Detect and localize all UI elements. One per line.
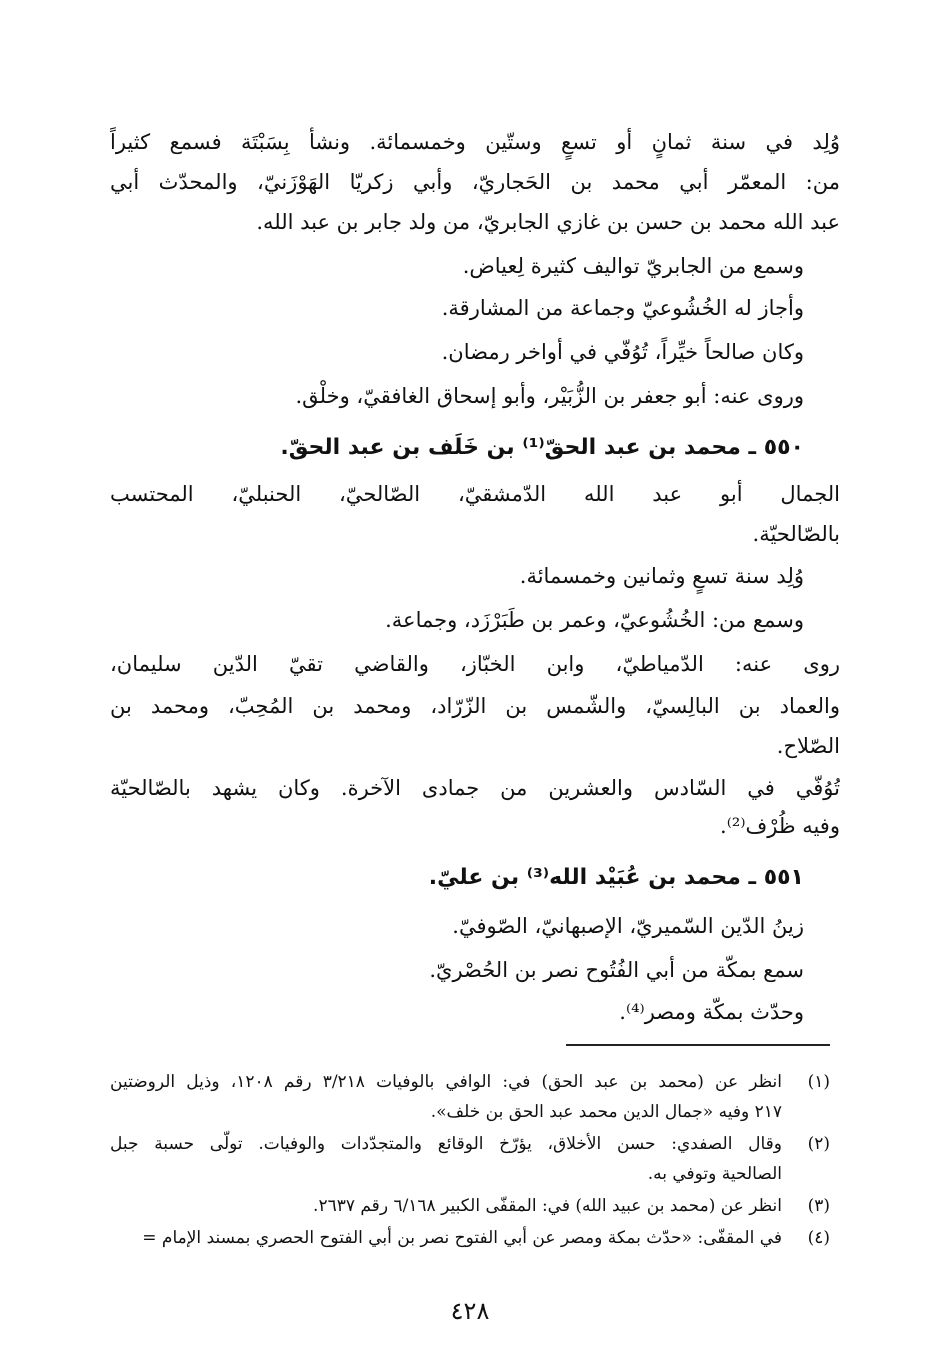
footnote-line: انظر عن (محمد بن عبد الحق) في: الوافي بالوفيات ٣/٢١٨ رقم ١٢٠٨، وذيل الروضتين	[110, 1072, 782, 1092]
text-line: بالصّالحيّة.	[752, 522, 840, 546]
footnote-line: انظر عن (محمد بن عبيد الله) في: المقفّى الكبير ٦/١٦٨ رقم ٢٦٣٧.	[313, 1196, 782, 1216]
text-line: وروى عنه: أبو جعفر بن الزُّبَيْر، وأبو إسحاق الغافقيّ، وخلْق.	[295, 384, 804, 408]
text-line: وُلِد في سنة ثمانٍ أو تسعٍ وستّين وخمسمائة. ونشأ بِسَبْتَة فسمع كثيراً	[110, 130, 840, 154]
footnote-line: ٢١٧ وفيه «جمال الدين محمد عبد الحق بن خلف».	[430, 1102, 782, 1122]
footnote-line: الصالحية وتوفي به.	[647, 1164, 782, 1184]
text-line: الصّلاح.	[776, 734, 840, 758]
text-line: وحدّث بمكّة ومصر⁽⁴⁾.	[619, 1000, 804, 1024]
footnote-number: (٤)	[807, 1228, 830, 1248]
text-line: سمع بمكّة من أبي الفُتُوح نصر بن الحُصْريّ.	[429, 958, 804, 982]
text-line: زينُ الدّين السّميريّ، الإصبهانيّ، الصّوفيّ.	[452, 914, 804, 938]
footnote-number: (١)	[807, 1072, 830, 1092]
text-line: الجمال أبو عبد الله الدّمشقيّ، الصّالحيّ، الحنبليّ، المحتسب	[110, 482, 840, 506]
entry-heading: ٥٥١ ـ محمد بن عُبَيْد الله⁽³⁾ بن عليّ.	[428, 865, 804, 890]
text-line: وأجاز له الخُشُوعيّ وجماعة من المشارقة.	[441, 296, 804, 320]
text-line: تُوُفّي في السّادس والعشرين من جمادى الآخرة. وكان يشهد بالصّالحيّة	[110, 776, 840, 800]
text-line: والعماد بن البالِسيّ، والشّمس بن الزّرّاد، ومحمد بن المُحِبّ، ومحمد بن	[110, 694, 840, 718]
text-line: وسمع من: الخُشُوعيّ، وعمر بن طَبَرْزَد، وجماعة.	[385, 608, 804, 632]
text-line: وسمع من الجابريّ تواليف كثيرة لِعياض.	[462, 254, 804, 278]
footnote-line: وقال الصفدي: حسن الأخلاق، يؤرّخ الوقائع والمتجدّدات والوفيات. تولّى حسبة جبل	[110, 1134, 782, 1154]
text-line: عبد الله محمد بن حسن بن غازي الجابريّ، من ولد جابر بن عبد الله.	[256, 210, 840, 234]
footnote-line: في المقفّى: «حدّث بمكة ومصر عن أبي الفتوح نصر بن أبي الفتوح الحصري بمسند الإمام =	[142, 1228, 782, 1248]
text-line: وفيه ظُرْف⁽²⁾.	[720, 814, 840, 838]
text-line: وُلِد سنة تسعٍ وثمانين وخمسمائة.	[519, 564, 804, 588]
text-line: وكان صالحاً خيِّراً، تُوُفّي في أواخر رمضان.	[441, 340, 804, 364]
entry-heading: ٥٥٠ ـ محمد بن عبد الحقّ⁽¹⁾ بن خَلَف بن عبد الحقّ.	[280, 435, 804, 460]
footnote-number: (٢)	[807, 1134, 830, 1154]
page-number: ٤٢٨	[450, 1297, 490, 1325]
text-line: من: المعمّر أبي محمد بن الحَجاريّ، وأبي زكريّا الهَوْزَنيّ، والمحدّث أبي	[110, 170, 840, 194]
footnote-number: (٣)	[807, 1196, 830, 1216]
footnote-separator	[566, 1044, 830, 1046]
text-line: روى عنه: الدّمياطيّ، وابن الخبّاز، والقاضي تقيّ الدّين سليمان،	[110, 652, 840, 676]
